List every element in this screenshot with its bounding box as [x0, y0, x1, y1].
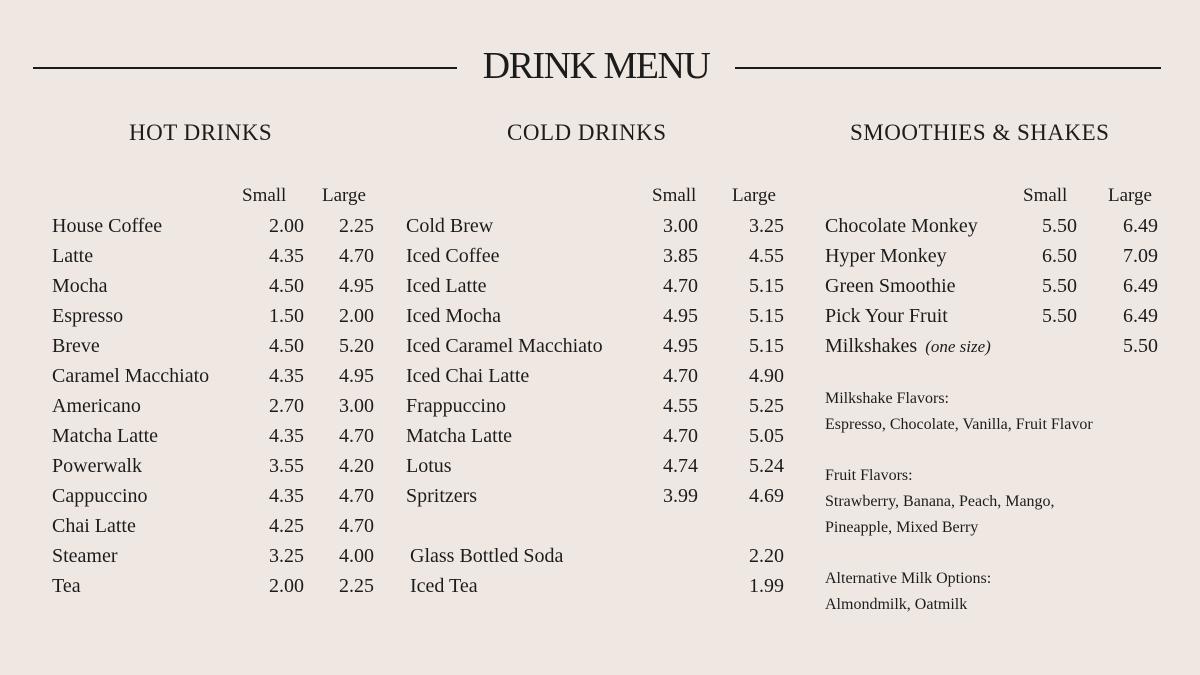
item-price-large: 5.15: [749, 305, 784, 327]
menu-item: [406, 244, 784, 274]
item-price-small: 3.25: [269, 545, 304, 567]
item-price: 1.99: [749, 575, 784, 597]
item-price-large: 4.70: [339, 245, 374, 267]
item-price-small: 2.70: [269, 395, 304, 417]
menu-item: [406, 454, 784, 484]
item-price-small: 1.50: [269, 305, 304, 327]
item-name: Cold Brew: [406, 215, 494, 237]
item-price-small: 3.00: [663, 215, 698, 237]
menu-item: [406, 424, 784, 454]
menu-item: [52, 334, 374, 364]
note-line: Strawberry, Banana, Peach, Mango,: [825, 493, 1055, 510]
menu-item: [825, 304, 1158, 334]
hot-drinks-heading: HOT DRINKS: [129, 120, 273, 145]
item-price-small: 3.85: [663, 245, 698, 267]
item-price-large: 4.70: [339, 425, 374, 447]
item-name: Glass Bottled Soda: [410, 545, 564, 567]
menu-item: [52, 544, 374, 574]
large-label: Large: [322, 185, 366, 206]
item-name: Matcha Latte: [406, 425, 513, 447]
item-name: Mocha: [52, 275, 108, 297]
item-price-small: 4.35: [269, 245, 304, 267]
item-price-large: 5.05: [749, 425, 784, 447]
item-price: 5.50: [1123, 335, 1158, 357]
item-price-small: 2.00: [269, 215, 304, 237]
item-price-small: 5.50: [1042, 305, 1077, 327]
cold-drinks-list: [406, 214, 784, 604]
menu-item: [52, 364, 374, 394]
item-name: Matcha Latte: [52, 425, 159, 447]
item-price-large: 3.25: [749, 215, 784, 237]
item-price-small: 4.50: [269, 335, 304, 357]
item-name: Iced Chai Latte: [406, 365, 530, 387]
item-price-large: 5.15: [749, 335, 784, 357]
item-price-large: 4.69: [749, 485, 784, 507]
item-price-large: 6.49: [1123, 275, 1158, 297]
item-name: Iced Mocha: [406, 305, 501, 327]
item-name: Frappuccino: [406, 395, 506, 417]
item-price-small: 4.50: [269, 275, 304, 297]
item-price-small: 4.95: [663, 335, 698, 357]
note-line: Almondmilk, Oatmilk: [825, 596, 968, 613]
item-price-small: 4.35: [269, 365, 304, 387]
item-name: Caramel Macchiato: [52, 365, 210, 387]
menu-item: [406, 334, 784, 364]
item-price-large: 6.49: [1123, 215, 1158, 237]
note-label: Alternative Milk Options:: [825, 570, 992, 587]
item-name: Powerwalk: [52, 455, 142, 477]
item-price-small: 4.35: [269, 425, 304, 447]
small-label: Small: [1023, 185, 1068, 206]
item-price-small: 4.70: [663, 365, 698, 387]
menu-item: [406, 364, 784, 394]
item-name: Pick Your Fruit: [825, 305, 948, 327]
item-price-large: 4.20: [339, 455, 374, 477]
item-name: Tea: [52, 575, 81, 597]
item-price: 2.20: [749, 545, 784, 567]
menu-item: [825, 214, 1158, 244]
title-rule-left: [33, 67, 457, 69]
item-price-large: 5.25: [749, 395, 784, 417]
item-price-large: 4.90: [749, 365, 784, 387]
item-price-small: 4.95: [663, 305, 698, 327]
item-price-large: 4.70: [339, 485, 374, 507]
note-block: [825, 566, 1185, 618]
item-name: Iced Caramel Macchiato: [406, 335, 603, 357]
item-price-large: 2.00: [339, 305, 374, 327]
menu-item: [52, 244, 374, 274]
smoothies-notes: [825, 386, 1185, 643]
item-price-large: 4.95: [339, 275, 374, 297]
item-name: Americano: [52, 395, 141, 417]
hot-drinks-list: [52, 214, 374, 604]
note-label: Fruit Flavors:: [825, 467, 913, 484]
note-line: Pineapple, Mixed Berry: [825, 519, 979, 536]
item-name: [825, 334, 991, 359]
item-name: Breve: [52, 335, 100, 357]
item-name: Lotus: [406, 455, 452, 477]
list-gap: [406, 514, 784, 544]
milkshake-size-note: (one size): [925, 337, 991, 356]
menu-item: [825, 274, 1158, 304]
item-name: Iced Coffee: [406, 245, 500, 267]
item-price-small: 2.00: [269, 575, 304, 597]
menu-item: [406, 574, 784, 604]
menu-item: [52, 214, 374, 244]
small-label: Small: [242, 185, 287, 206]
item-name: Steamer: [52, 545, 118, 567]
menu-item: [52, 394, 374, 424]
menu-item: [52, 424, 374, 454]
large-label: Large: [732, 185, 776, 206]
item-price-large: 4.95: [339, 365, 374, 387]
menu-title: DRINK MENU: [482, 45, 710, 87]
menu-item: [52, 574, 374, 604]
item-price-small: 3.99: [663, 485, 698, 507]
item-name: Latte: [52, 245, 94, 267]
note-block: [825, 463, 1185, 541]
menu-item: [52, 304, 374, 334]
item-price-large: 2.25: [339, 215, 374, 237]
item-price-large: 5.15: [749, 275, 784, 297]
menu-item: [406, 394, 784, 424]
item-name: Spritzers: [406, 485, 478, 507]
item-price-large: 5.24: [749, 455, 784, 477]
menu-item: [52, 484, 374, 514]
item-price-small: 4.25: [269, 515, 304, 537]
item-price-small: 4.55: [663, 395, 698, 417]
item-name: Green Smoothie: [825, 275, 956, 297]
item-name: Espresso: [52, 305, 124, 327]
item-name: Chocolate Monkey: [825, 215, 978, 237]
note-block: [825, 386, 1185, 438]
item-name: Hyper Monkey: [825, 245, 947, 267]
large-label: Large: [1108, 185, 1152, 206]
item-price-large: 4.55: [749, 245, 784, 267]
cold-drinks-heading: COLD DRINKS: [507, 120, 667, 145]
menu-item-milkshakes: [825, 334, 1158, 364]
item-price-small: 4.70: [663, 275, 698, 297]
item-price-large: 7.09: [1123, 245, 1158, 267]
smoothies-heading: SMOOTHIES & SHAKES: [850, 120, 1110, 145]
title-row: [33, 44, 1161, 88]
menu-item: [406, 304, 784, 334]
item-price-large: 5.20: [339, 335, 374, 357]
note-line: Espresso, Chocolate, Vanilla, Fruit Flavor: [825, 416, 1093, 433]
item-price-small: 6.50: [1042, 245, 1077, 267]
note-label: Milkshake Flavors:: [825, 390, 949, 407]
item-price-small: 5.50: [1042, 215, 1077, 237]
item-name: Cappuccino: [52, 485, 148, 507]
milkshake-name: Milkshakes: [825, 335, 918, 357]
small-label: Small: [652, 185, 697, 206]
menu-item: [52, 454, 374, 484]
item-price-large: 2.25: [339, 575, 374, 597]
item-price-small: 3.55: [269, 455, 304, 477]
menu-item: [406, 484, 784, 514]
menu-item: [406, 214, 784, 244]
menu-item: [52, 514, 374, 544]
item-price-large: 4.00: [339, 545, 374, 567]
item-name: Iced Tea: [410, 575, 478, 597]
item-price-small: 4.70: [663, 425, 698, 447]
menu-item: [52, 274, 374, 304]
title-rule-right: [735, 67, 1161, 69]
item-name: Iced Latte: [406, 275, 487, 297]
menu-item: [406, 274, 784, 304]
item-price-large: 4.70: [339, 515, 374, 537]
item-price-large: 6.49: [1123, 305, 1158, 327]
item-price-large: 3.00: [339, 395, 374, 417]
item-price-small: 4.35: [269, 485, 304, 507]
menu-item: [406, 544, 784, 574]
item-name: House Coffee: [52, 215, 163, 237]
item-price-small: 4.74: [663, 455, 698, 477]
menu-item: [825, 244, 1158, 274]
item-name: Chai Latte: [52, 515, 136, 537]
item-price-small: 5.50: [1042, 275, 1077, 297]
smoothies-list: [825, 214, 1158, 364]
